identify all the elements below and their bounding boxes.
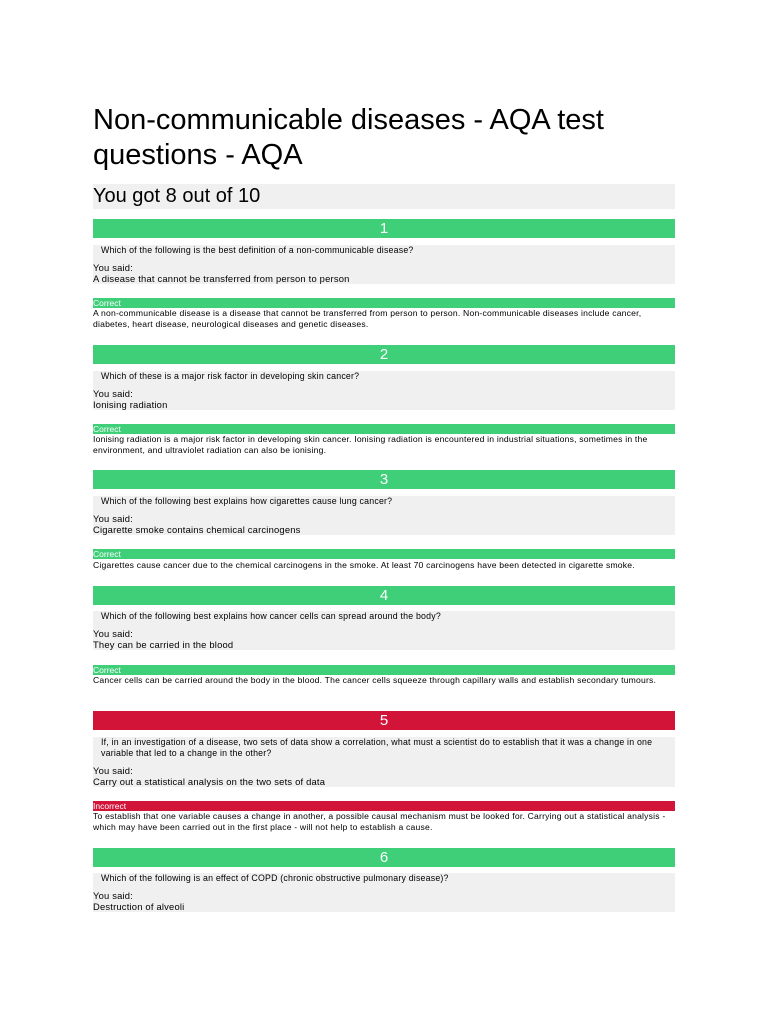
your-answer: Carry out a statistical analysis on the two sets of data [93,776,326,787]
you-said-label: You said: [93,628,134,639]
question-text: Which of the following is an effect of COPD (chronic obstructive pulmonary disease)? [93,873,675,884]
question-number-bar: 4 [93,586,675,605]
question-number-bar: 3 [93,470,675,489]
your-answer-block [93,622,675,650]
you-said-label: You said: [93,388,134,399]
answer-explanation: To establish that one variable causes a change in another, a possible causal mechanism must be looked for. Carrying out a statistical analysis - which may have been carried out in the first place - will not help to establish a cause. [93,811,666,832]
you-said-label: You said: [93,765,134,776]
question-text: Which of the following best explains how cancer cells can spread around the body? [93,611,675,622]
answer-explanation: Cancer cells can be carried around the body in the blood. The cancer cells squeeze through capillary walls and establish secondary tumours. [93,675,657,685]
answer-status: Correct [93,665,675,675]
score-summary: You got 8 out of 10 [93,184,675,209]
answer-explanation: A non-communicable disease is a disease that cannot be transferred from person to person. Non-communicable diseases include cancer, diabetes, heart disease, neurological diseases and genetic diseases. [93,308,642,329]
answer-status: Correct [93,424,675,434]
question-number-bar: 5 [93,711,675,730]
answer-explanation: Cigarettes cause cancer due to the chemical carcinogens in the smoke. At least 70 carcinogens have been detected in cigarette smoke. [93,560,635,570]
your-answer-block [93,507,675,535]
your-answer: Destruction of alveoli [93,901,185,912]
your-answer-block [93,382,675,410]
page-title: Non-communicable diseases - AQA test questions - AQA [93,104,604,171]
you-said-label: You said: [93,513,134,524]
your-answer: They can be carried in the blood [93,639,234,650]
question-text: If, in an investigation of a disease, two sets of data show a correlation, what must a scientist do to establish that it was a change in one variable that led to a change in the other? [93,737,675,759]
your-answer: Ionising radiation [93,399,168,410]
question-number-bar: 6 [93,848,675,867]
you-said-label: You said: [93,262,134,273]
your-answer-block [93,884,675,912]
question-number-bar: 2 [93,345,675,364]
question-number-bar: 1 [93,219,675,238]
answer-explanation: Ionising radiation is a major risk factor in developing skin cancer. Ionising radiation is encountered in industrial situations, sometimes in the environment, and ultraviolet radiation can also be ionising. [93,434,648,455]
you-said-label: You said: [93,890,134,901]
your-answer-block [93,256,675,284]
question-text: Which of the following is the best definition of a non-communicable disease? [93,245,675,256]
question-text: Which of these is a major risk factor in developing skin cancer? [93,371,675,382]
your-answer: A disease that cannot be transferred from person to person [93,273,350,284]
answer-status: Correct [93,298,675,308]
your-answer-block [93,759,675,787]
your-answer: Cigarette smoke contains chemical carcinogens [93,524,301,535]
question-text: Which of the following best explains how cigarettes cause lung cancer? [93,496,675,507]
answer-status: Incorrect [93,801,675,811]
answer-status: Correct [93,549,675,559]
